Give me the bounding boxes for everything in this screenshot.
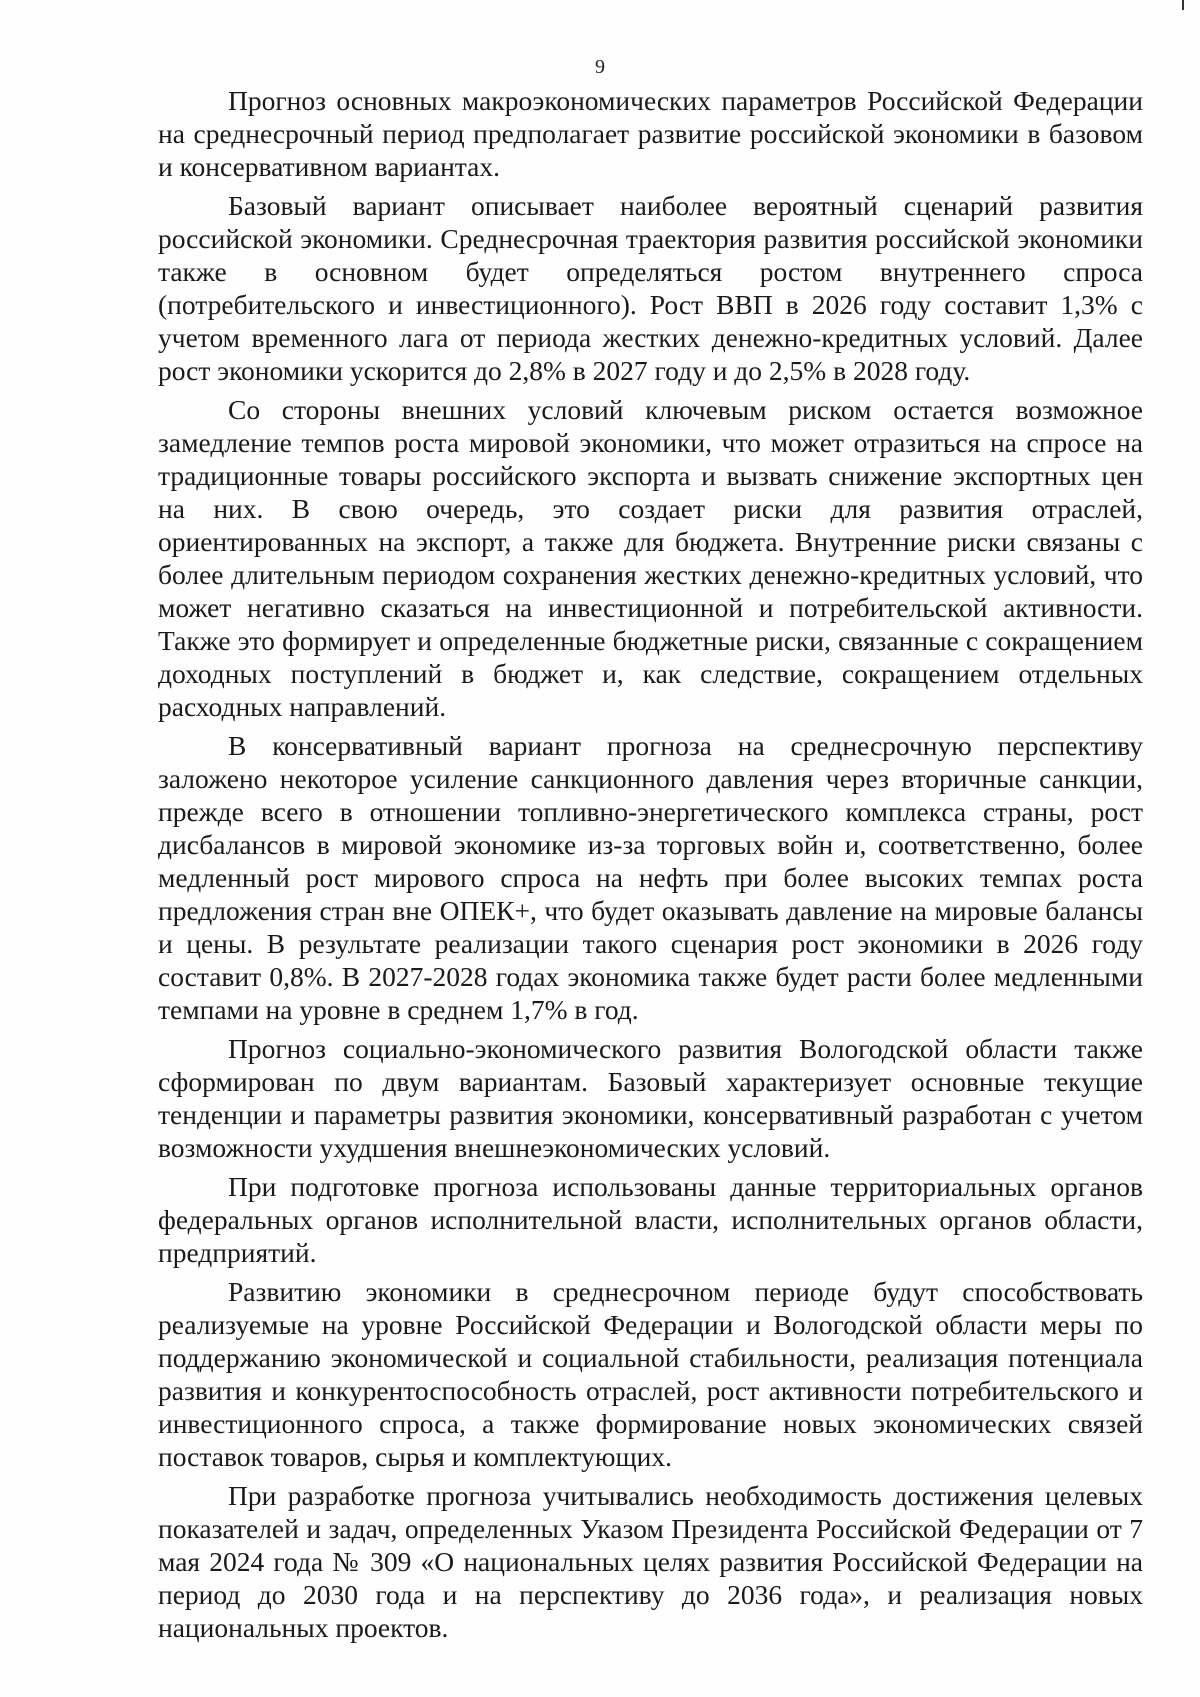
document-body: [158, 84, 1143, 1650]
paragraph: Прогноз основных макроэкономических параметров Российской Федерации на среднесрочный период предполагает развитие российской экономики в базовом и консервативном вариантах.: [158, 85, 1143, 182]
paragraph: Со стороны внешних условий ключевым риском остается возможное замедление темпов роста мировой экономики, что может отразиться на спросе на традиционные товары российского экспорта и вызвать снижение экспортных цен на них. В свою очередь, это создает риски для развития отраслей, ориентированных на экспорт, а также для бюджета. Внутренние риски связаны с более длительным периодом сохранения жестких денежно-кредитных условий, что может негативно сказаться на инвестиционной и потребительской активности. Также это формирует и определенные бюджетные риски, связанные с сокращением доходных поступлений в бюджет и, как следствие, сокращением отдельных расходных направлений.: [158, 394, 1143, 722]
paragraph: В консервативный вариант прогноза на среднесрочную перспективу заложено некоторое усиление санкционного давления через вторичные санкции, прежде всего в отношении топливно-энергетического комплекса страны, рост дисбалансов в мировой экономике из-за торговых войн и, соответственно, более медленный рост мирового спроса на нефть при более высоких темпах роста предложения стран вне ОПЕК+, что будет оказывать давление на мировые балансы и цены. В результате реализации такого сценария рост экономики в 2026 году составит 0,8%. В 2027-2028 годах экономика также будет расти более медленными темпами на уровне в среднем 1,7% в год.: [158, 730, 1143, 1025]
paragraph: При разработке прогноза учитывались необходимость достижения целевых показателей и задач, определенных Указом Президента Российской Федерации от 7 мая 2024 года № 309 «О национальных целях развития Российской Федерации на период до 2030 года и на перспективу до 2036 года», и реализация новых национальных проектов.: [158, 1480, 1143, 1643]
paragraph: Развитию экономики в среднесрочном периоде будут способствовать реализуемые на уровне Российской Федерации и Вологодской области меры по поддержанию экономической и социальной стабильности, реализация потенциала развития и конкурентоспособность отраслей, рост активности потребительского и инвестиционного спроса, а также формирование новых экономических связей поставок товаров, сырья и комплектующих.: [158, 1276, 1143, 1472]
paragraph: При подготовке прогноза использованы данные территориальных органов федеральных органов исполнительной власти, исполнительных органов области, предприятий.: [158, 1171, 1143, 1268]
paragraph: Прогноз социально-экономического развития Вологодской области также сформирован по двум вариантам. Базовый характеризует основные текущие тенденции и параметры развития экономики, консервативный разработан с учетом возможности ухудшения внешнеэкономических условий.: [158, 1033, 1143, 1163]
scan-mark: [1182, 0, 1184, 10]
paragraph: Базовый вариант описывает наиболее вероятный сценарий развития российской экономики. Среднесрочная траектория развития российской экономики также в основном будет определяться ростом внутреннего спроса (потребительского и инвестиционного). Рост ВВП в 2026 году составит 1,3% с учетом временного лага от периода жестких денежно-кредитных условий. Далее рост экономики ускорится до 2,8% в 2027 году и до 2,5% в 2028 году.: [158, 190, 1143, 386]
page-number: 9: [595, 56, 605, 78]
